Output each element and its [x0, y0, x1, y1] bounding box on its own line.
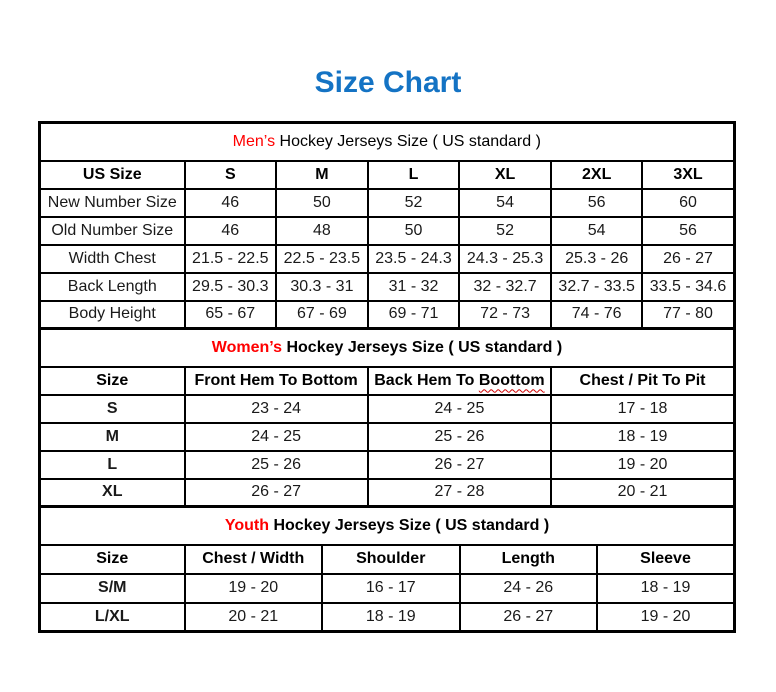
womens-row-label: S — [40, 395, 185, 423]
womens-section-banner — [40, 329, 735, 367]
youth-row-label: S/M — [40, 574, 185, 603]
mens-value-cell: 32 - 32.7 — [459, 273, 551, 301]
womens-column-header: Chest / Pit To Pit — [551, 367, 734, 395]
mens-value-cell: 50 — [276, 189, 368, 217]
mens-value-cell: 24.3 - 25.3 — [459, 245, 551, 273]
womens-table-row — [40, 451, 735, 479]
mens-section-banner — [40, 123, 735, 161]
youth-value-cell: 24 - 26 — [460, 574, 598, 603]
mens-section-title — [40, 123, 735, 161]
mens-value-cell: 25.3 - 26 — [551, 245, 643, 273]
youth-value-cell: 18 - 19 — [322, 603, 460, 632]
mens-row-label: Old Number Size — [40, 217, 185, 245]
mens-title-accent: Men’s — [232, 132, 276, 150]
mens-value-cell: 77 - 80 — [642, 301, 734, 329]
mens-size-table — [38, 121, 736, 330]
womens-value-cell: 24 - 25 — [368, 395, 551, 423]
womens-value-cell: 24 - 25 — [185, 423, 368, 451]
mens-value-cell: 29.5 - 30.3 — [185, 273, 277, 301]
youth-title-rest: Hockey Jerseys Size ( US standard ) — [269, 516, 550, 534]
mens-value-cell: 22.5 - 23.5 — [276, 245, 368, 273]
mens-value-cell: 74 - 76 — [551, 301, 643, 329]
womens-value-cell: 19 - 20 — [551, 451, 734, 479]
mens-row-label: Width Chest — [40, 245, 185, 273]
womens-value-cell: 26 - 27 — [368, 451, 551, 479]
womens-section-title — [40, 329, 735, 367]
womens-value-cell: 17 - 18 — [551, 395, 734, 423]
mens-table-body — [40, 123, 735, 329]
youth-row-label: L/XL — [40, 603, 185, 632]
misspelled-word: Boottom — [478, 371, 545, 389]
size-chart-tables — [38, 121, 733, 633]
mens-value-cell: 60 — [642, 189, 734, 217]
mens-value-cell: 54 — [459, 189, 551, 217]
womens-table-row — [40, 479, 735, 507]
mens-table-row — [40, 301, 735, 329]
mens-value-cell: 52 — [459, 217, 551, 245]
womens-row-label: L — [40, 451, 185, 479]
womens-column-header: Front Hem To Bottom — [185, 367, 368, 395]
mens-value-cell: 69 - 71 — [368, 301, 460, 329]
mens-table-row — [40, 189, 735, 217]
womens-header-row — [40, 367, 735, 395]
youth-size-table — [38, 505, 736, 633]
mens-value-cell: 48 — [276, 217, 368, 245]
womens-value-cell: 18 - 19 — [551, 423, 734, 451]
mens-column-header: M — [276, 161, 368, 189]
youth-column-header: Chest / Width — [185, 545, 323, 574]
womens-table-body — [40, 329, 735, 507]
youth-table-row — [40, 574, 735, 603]
mens-value-cell: 46 — [185, 189, 277, 217]
mens-table-row — [40, 217, 735, 245]
mens-column-header: XL — [459, 161, 551, 189]
youth-value-cell: 20 - 21 — [185, 603, 323, 632]
page-title: Size Chart — [314, 66, 462, 99]
youth-header-row — [40, 545, 735, 574]
youth-value-cell: 26 - 27 — [460, 603, 598, 632]
womens-column-header: Back Hem To Boottom — [368, 367, 551, 395]
youth-value-cell: 18 - 19 — [597, 574, 735, 603]
mens-column-header: L — [368, 161, 460, 189]
mens-value-cell: 46 — [185, 217, 277, 245]
youth-table-body — [40, 507, 735, 632]
youth-column-header: Sleeve — [597, 545, 735, 574]
youth-value-cell: 19 - 20 — [597, 603, 735, 632]
mens-value-cell: 72 - 73 — [459, 301, 551, 329]
womens-row-label: XL — [40, 479, 185, 507]
mens-column-header: S — [185, 161, 277, 189]
mens-row-label: New Number Size — [40, 189, 185, 217]
mens-value-cell: 30.3 - 31 — [276, 273, 368, 301]
womens-title-rest: Hockey Jerseys Size ( US standard ) — [282, 338, 563, 356]
womens-row-label: M — [40, 423, 185, 451]
mens-value-cell: 56 — [642, 217, 734, 245]
womens-value-cell: 25 - 26 — [185, 451, 368, 479]
womens-value-cell: 20 - 21 — [551, 479, 734, 507]
womens-value-cell: 23 - 24 — [185, 395, 368, 423]
youth-section-banner — [40, 507, 735, 545]
mens-table-row — [40, 245, 735, 273]
mens-value-cell: 33.5 - 34.6 — [642, 273, 734, 301]
youth-value-cell: 16 - 17 — [322, 574, 460, 603]
youth-column-header: Shoulder — [322, 545, 460, 574]
womens-value-cell: 27 - 28 — [368, 479, 551, 507]
youth-column-header: Length — [460, 545, 598, 574]
mens-header-row — [40, 161, 735, 189]
youth-column-header: Size — [40, 545, 185, 574]
womens-size-table — [38, 327, 736, 508]
mens-value-cell: 56 — [551, 189, 643, 217]
mens-value-cell: 21.5 - 22.5 — [185, 245, 277, 273]
womens-value-cell: 25 - 26 — [368, 423, 551, 451]
mens-row-label: Body Height — [40, 301, 185, 329]
mens-value-cell: 65 - 67 — [185, 301, 277, 329]
mens-row-label: Back Length — [40, 273, 185, 301]
mens-value-cell: 31 - 32 — [368, 273, 460, 301]
mens-column-header: 3XL — [642, 161, 734, 189]
mens-column-header: US Size — [40, 161, 185, 189]
mens-column-header: 2XL — [551, 161, 643, 189]
mens-title-rest: Hockey Jerseys Size ( US standard ) — [275, 132, 541, 150]
womens-title-accent: Women’s — [211, 338, 283, 356]
mens-table-row — [40, 273, 735, 301]
mens-value-cell: 54 — [551, 217, 643, 245]
mens-value-cell: 67 - 69 — [276, 301, 368, 329]
mens-value-cell: 50 — [368, 217, 460, 245]
youth-title-accent: Youth — [224, 516, 270, 534]
youth-section-title — [40, 507, 735, 545]
youth-value-cell: 19 - 20 — [185, 574, 323, 603]
mens-value-cell: 52 — [368, 189, 460, 217]
womens-column-header: Size — [40, 367, 185, 395]
mens-value-cell: 26 - 27 — [642, 245, 734, 273]
mens-value-cell: 32.7 - 33.5 — [551, 273, 643, 301]
womens-value-cell: 26 - 27 — [185, 479, 368, 507]
youth-table-row — [40, 603, 735, 632]
mens-value-cell: 23.5 - 24.3 — [368, 245, 460, 273]
womens-table-row — [40, 395, 735, 423]
womens-table-row — [40, 423, 735, 451]
